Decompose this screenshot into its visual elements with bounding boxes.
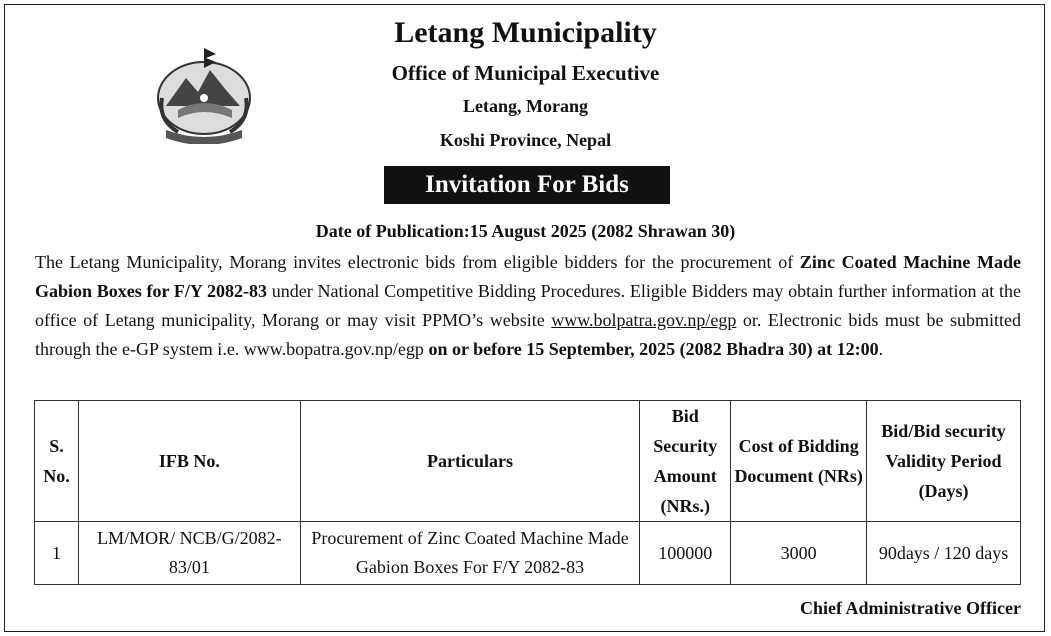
- body-text-1: The Letang Municipality, Morang invites electronic bids from eligible bidders for the procurement of: [35, 252, 800, 272]
- table-cell: 90days / 120 days: [867, 522, 1021, 585]
- col-header: S. No.: [35, 401, 79, 522]
- notice-title-banner: Invitation For Bids: [384, 166, 670, 204]
- signature-title: Chief Administrative Officer: [800, 598, 1021, 618]
- office-province: Koshi Province, Nepal: [439, 130, 612, 150]
- col-header: IFB No.: [78, 401, 300, 522]
- col-header: Bid/Bid security Validity Period (Days): [867, 401, 1021, 522]
- office-location: Letang, Morang: [463, 96, 588, 116]
- col-header: Particulars: [300, 401, 640, 522]
- bid-table: [34, 400, 1021, 585]
- col-header: Cost of Bidding Document (NRs): [731, 401, 867, 522]
- body-text-2: under National Competitive Bidding Procedures. Eligible Bidders may obtain further information at the office of Letang municipality, Morang or may visit PPMO’s website: [35, 281, 1021, 330]
- municipality-title: Letang Municipality: [394, 16, 657, 49]
- table-row: [35, 522, 1021, 585]
- table-cell: 100000: [640, 522, 731, 585]
- table-cell: LM/MOR/ NCB/G/2082-83/01: [78, 522, 300, 585]
- body-text-3: or. Electronic bids must be submitted through the e-GP system i.e. www.bopatra.gov.np/egp: [35, 310, 1021, 359]
- publication-date: Date of Publication:15 August 2025 (2082 Shrawan 30): [315, 221, 736, 241]
- notice-body: [35, 248, 1021, 364]
- body-text-4: .: [878, 339, 884, 359]
- office-name: Office of Municipal Executive: [391, 61, 660, 85]
- body-bold-2: on or before 15 September, 2025 (2082 Bhadra 30) at 12:00: [428, 339, 879, 359]
- nepal-emblem-icon: [148, 40, 260, 144]
- col-header: Bid Security Amount (NRs.): [640, 401, 731, 522]
- body-bold-1: Zinc Coated Machine Made Gabion Boxes for F/Y 2082-83: [35, 252, 1021, 301]
- ppmo-link[interactable]: www.bolpatra.gov.np/egp: [551, 310, 737, 330]
- table-cell: Procurement of Zinc Coated Machine Made Gabion Boxes For F/Y 2082-83: [300, 522, 640, 585]
- table-header-row: [35, 401, 1021, 522]
- table-cell: 3000: [731, 522, 867, 585]
- table-cell: 1: [35, 522, 79, 585]
